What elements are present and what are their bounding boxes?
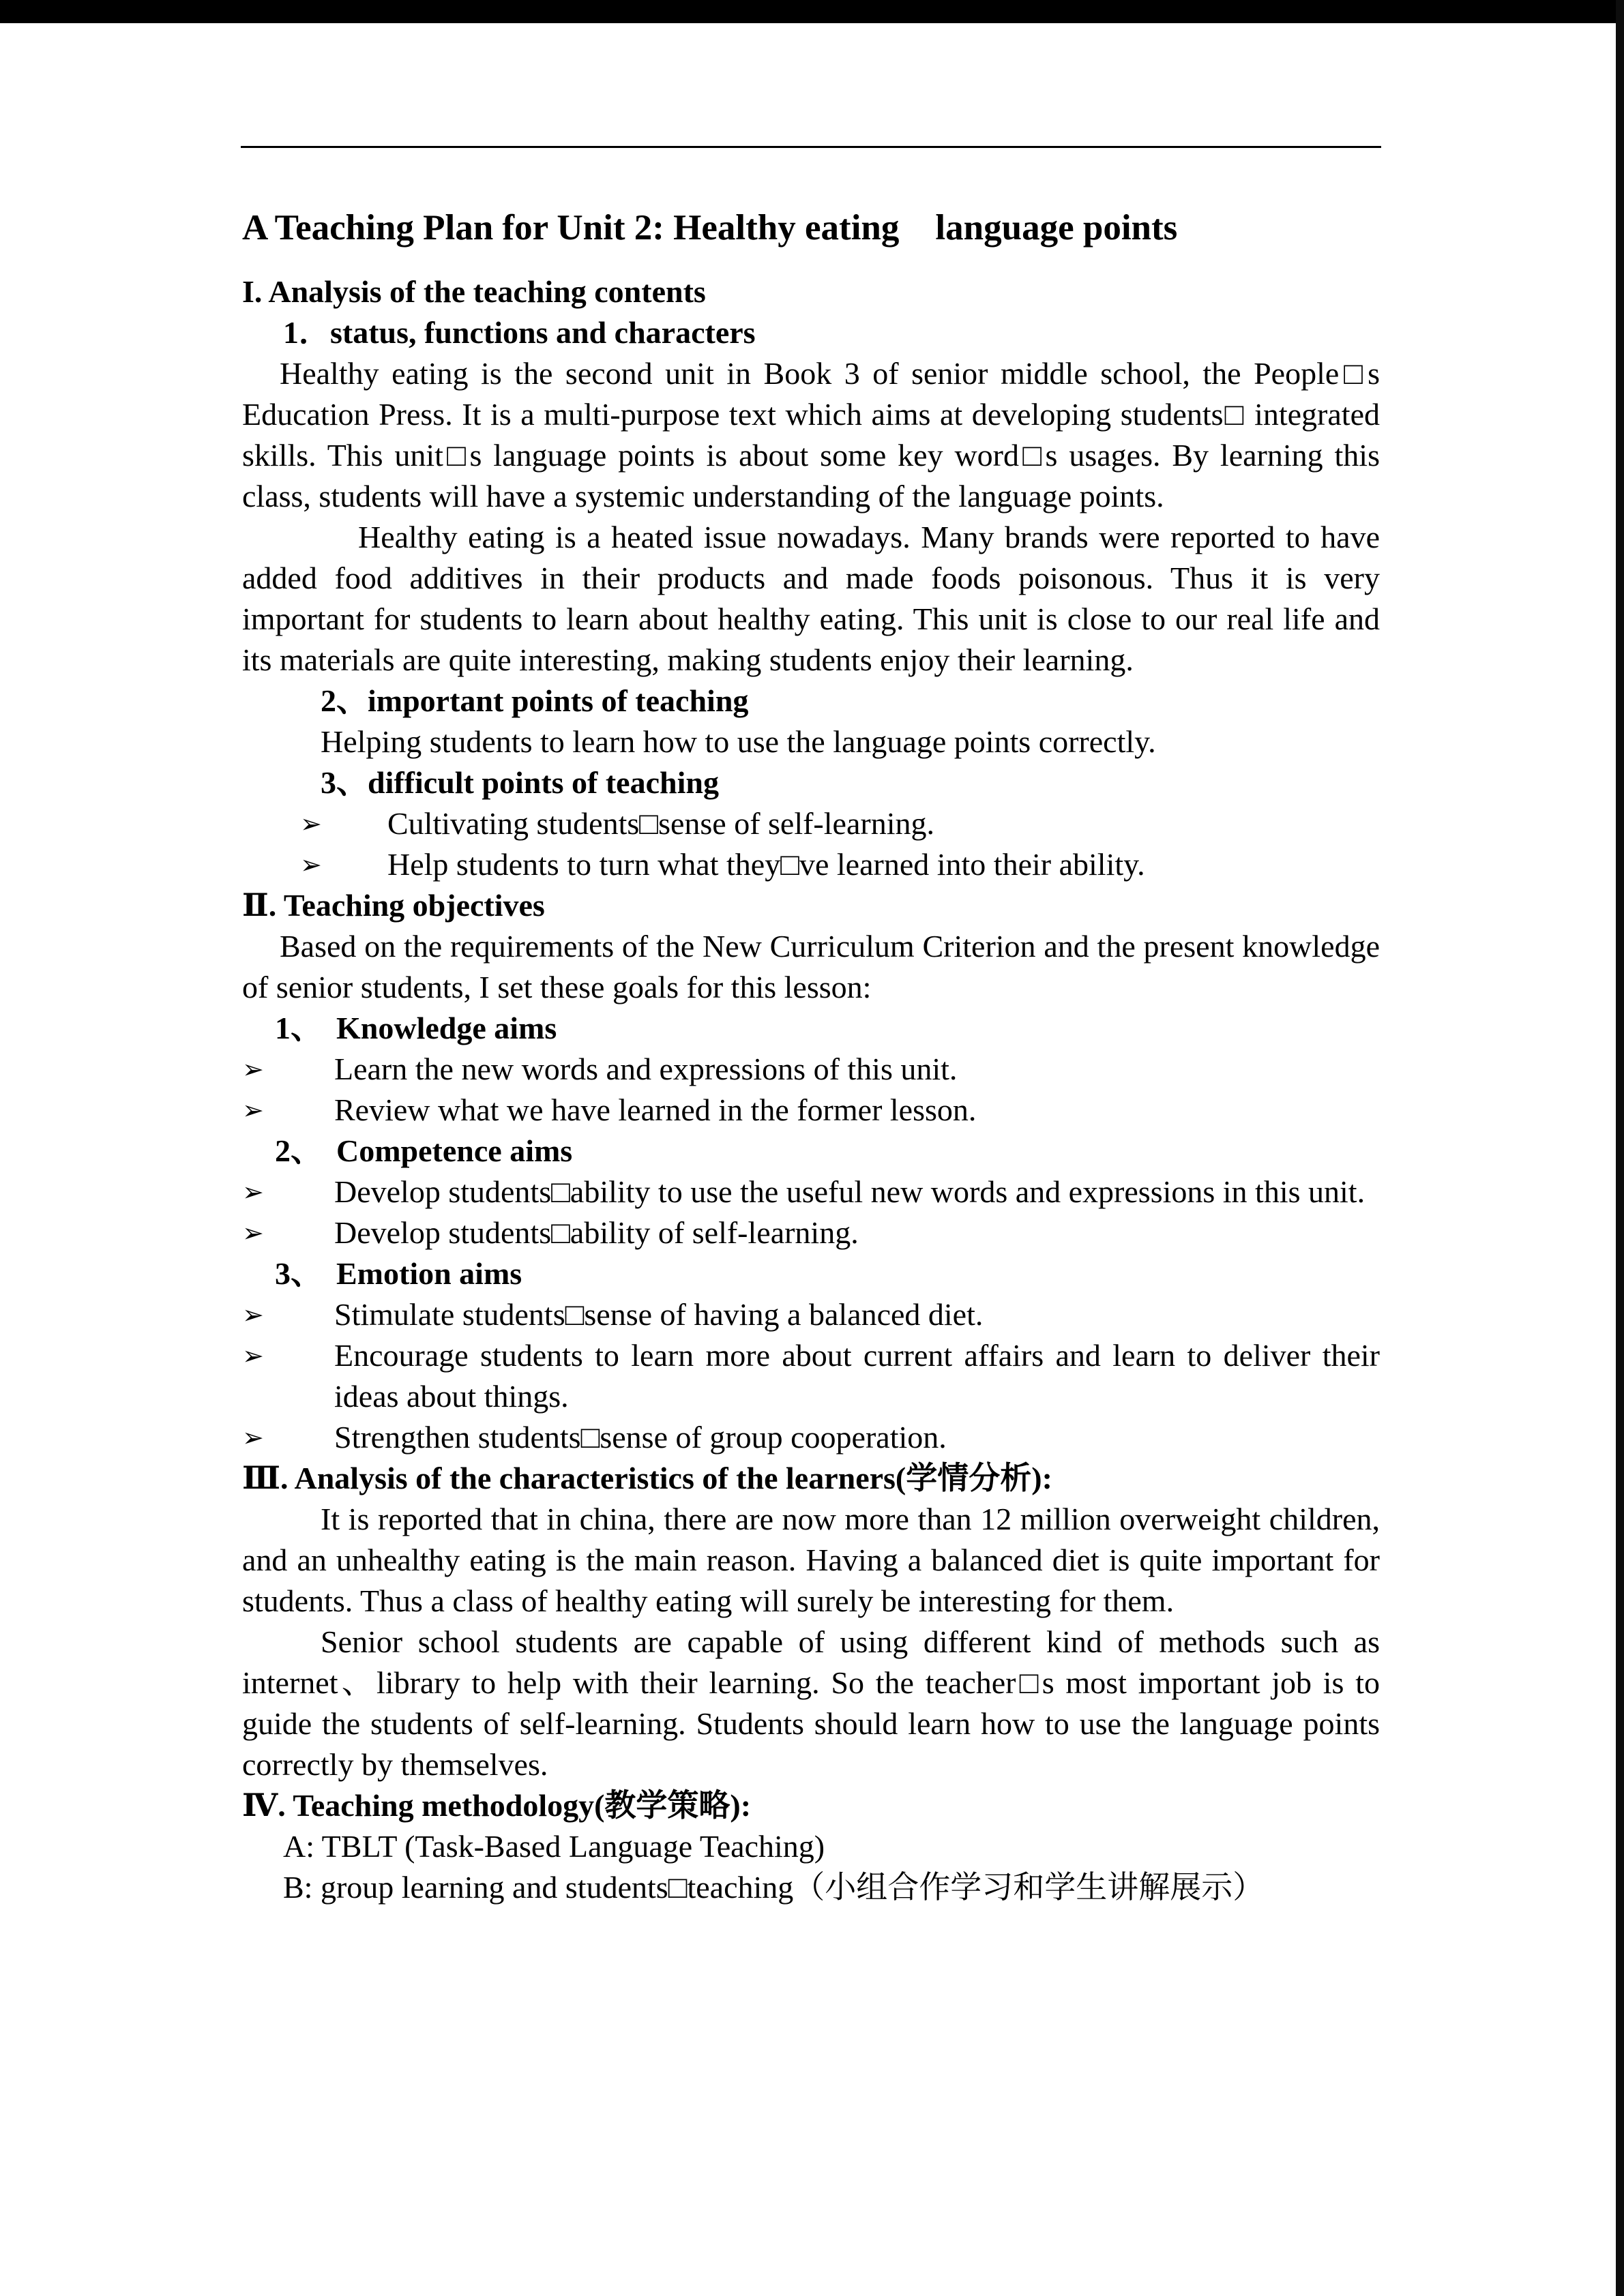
arrow-bullet-icon: ➢: [242, 1422, 264, 1452]
bullet-text: Cultivating students□sense of self-learning.: [387, 806, 934, 841]
bullet-text: Encourage students to learn more about current affairs and learn to deliver their ideas about things.: [334, 1338, 1380, 1414]
heading-teaching-methodology: Ⅳ. Teaching methodology(教学策略):: [242, 1788, 752, 1823]
subheading-competence-aims: [275, 1131, 1380, 1172]
bullet-help-students-ability: [300, 844, 1380, 885]
bullet-text: Strengthen students□sense of group cooperation.: [334, 1420, 947, 1455]
bullet-develop-self-learning: [242, 1212, 1380, 1253]
paragraph-objectives-intro: Based on the requirements of the New Curriculum Criterion and the present knowledge of senior students, I set these goals for this lesson:: [242, 929, 1380, 1004]
document-content: [242, 205, 1380, 1908]
bullet-text: Review what we have learned in the former lesson.: [334, 1092, 977, 1127]
bullet-text: Develop students□ability of self-learning.: [334, 1215, 859, 1250]
scan-right-edge: [1616, 0, 1624, 2296]
paragraph-learners-1: It is reported that in china, there are now more than 12 million overweight children, and an unhealthy eating is the main reason. Having a balanced diet is quite important for students. Thus a class of healthy eating will surely be interesting for them.: [242, 1502, 1380, 1618]
bullet-stimulate-balanced-diet: [242, 1294, 1380, 1335]
subheading-number: 1、: [275, 1011, 322, 1045]
subheading-status-functions: 1．status, functions and characters: [283, 315, 756, 350]
subheading-number: 2、: [275, 1133, 322, 1168]
header-rule: [241, 146, 1381, 148]
paragraph-learners-2: Senior school students are capable of using different kind of methods such as internet、library to help with their learning. So the teacher□s most important job is to guide the students of self-learning. Students should learn how to use the language points correctly by themselves.: [242, 1624, 1380, 1782]
subheading-important-points: 2、important points of teaching: [321, 683, 749, 718]
subheading-label: Emotion aims: [336, 1256, 522, 1291]
paragraph-important-points: Helping students to learn how to use the language points correctly.: [321, 724, 1156, 759]
arrow-bullet-icon: ➢: [242, 1300, 264, 1330]
bullet-text: Learn the new words and expressions of this unit.: [334, 1052, 958, 1086]
heading-learners-analysis: Ⅲ. Analysis of the characteristics of the learners(学情分析):: [242, 1461, 1052, 1495]
subheading-difficult-points: 3、difficult points of teaching: [321, 765, 719, 800]
bullet-strengthen-group-cooperation: [242, 1417, 1380, 1458]
arrow-bullet-icon: ➢: [242, 1177, 264, 1207]
paragraph-intro-1: Healthy eating is the second unit in Book 3 of senior middle school, the People□s Education Press. It is a multi-purpose text which aims at developing students□ integrated skills. This unit□s language points is about some key word□s usages. By learning this class, students will have a systemic understanding of the language points.: [242, 356, 1380, 513]
subheading-label: Knowledge aims: [336, 1011, 557, 1045]
bullet-cultivating-self-learning: [300, 803, 1380, 844]
document-title: A Teaching Plan for Unit 2: Healthy eating language points: [242, 208, 1178, 248]
bullet-encourage-current-affairs: [242, 1335, 1380, 1417]
arrow-bullet-icon: ➢: [242, 1054, 264, 1084]
arrow-bullet-icon: ➢: [242, 1218, 264, 1248]
bullet-review-former-lesson: [242, 1090, 1380, 1131]
bullet-text: Develop students□ability to use the useful new words and expressions in this unit.: [334, 1174, 1365, 1209]
bullet-develop-ability-words: [242, 1172, 1380, 1212]
subheading-emotion-aims: [275, 1253, 1380, 1294]
bullet-text: Help students to turn what they□ve learned into their ability.: [387, 847, 1145, 882]
arrow-bullet-icon: ➢: [242, 1341, 264, 1371]
paragraph-method-b: B: group learning and students□teaching（小组合作学习和学生讲解展示）: [283, 1870, 1265, 1905]
arrow-bullet-icon: ➢: [242, 1095, 264, 1125]
scan-top-band: [0, 0, 1624, 23]
arrow-bullet-icon: ➢: [300, 809, 322, 839]
bullet-learn-new-words: [242, 1049, 1380, 1090]
heading-analysis-contents: I. Analysis of the teaching contents: [242, 274, 706, 309]
heading-teaching-objectives: Ⅱ. Teaching objectives: [242, 888, 545, 923]
paragraph-method-a: A: TBLT (Task-Based Language Teaching): [283, 1829, 825, 1864]
paragraph-intro-2: Healthy eating is a heated issue nowadays. Many brands were reported to have added food additives in their products and made foods poisonous. Thus it is very important for students to learn about healthy eating. This unit is close to our real life and its materials are quite interesting, making students enjoy their learning.: [242, 520, 1380, 677]
subheading-number: 3、: [275, 1256, 322, 1291]
subheading-label: Competence aims: [336, 1133, 573, 1168]
subheading-knowledge-aims: [275, 1008, 1380, 1049]
bullet-text: Stimulate students□sense of having a balanced diet.: [334, 1297, 984, 1332]
arrow-bullet-icon: ➢: [300, 850, 322, 880]
